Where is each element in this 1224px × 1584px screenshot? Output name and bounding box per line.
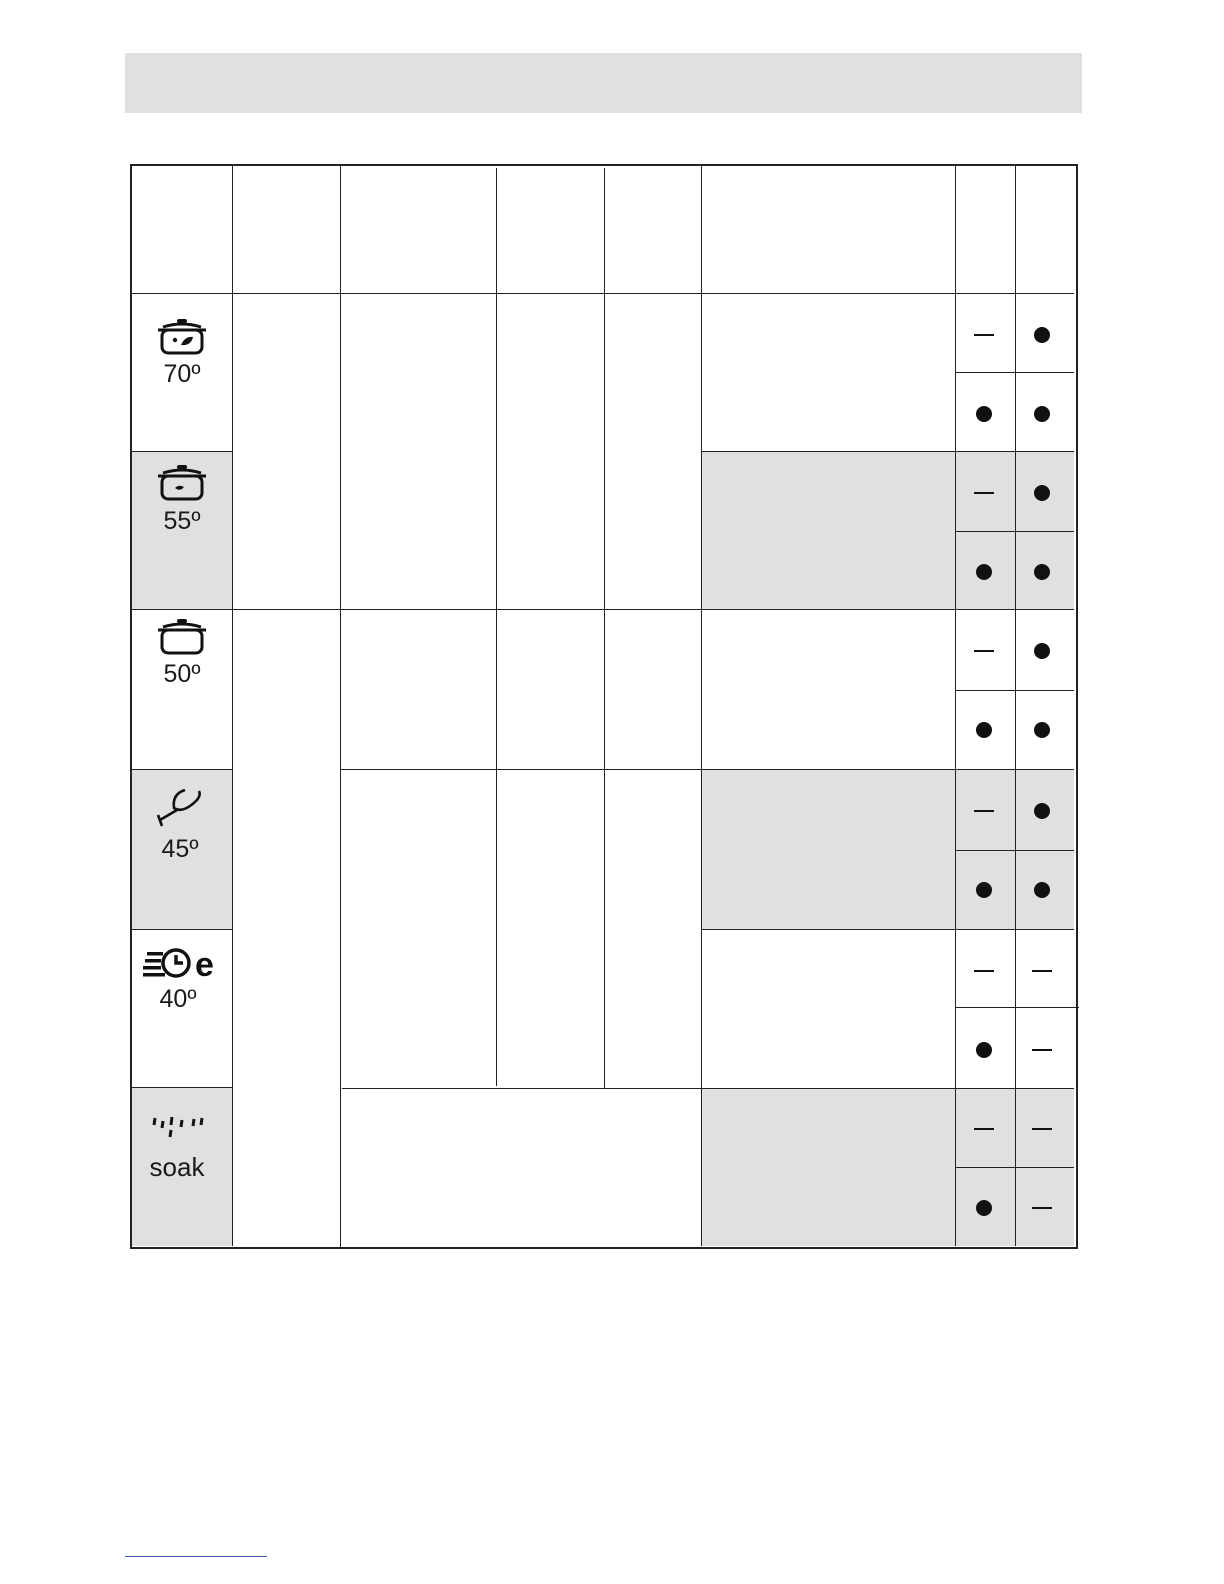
normal-pot-icon	[132, 464, 232, 502]
option-dot	[976, 1200, 992, 1216]
glass-icon	[132, 786, 232, 830]
option-dot	[1034, 406, 1050, 422]
program-temperature: 70º	[163, 360, 201, 388]
option-dash	[974, 492, 994, 494]
option-dot	[1034, 643, 1050, 659]
quick-eco-icon	[132, 946, 232, 980]
option-dot	[976, 722, 992, 738]
option-dot	[1034, 327, 1050, 343]
option-dash	[1032, 1207, 1052, 1209]
option-dot	[976, 564, 992, 580]
option-dash	[974, 650, 994, 652]
program-temperature: 45º	[161, 835, 199, 863]
footer-rule	[125, 1556, 267, 1557]
eco-pot-icon	[132, 618, 232, 656]
program-temperature: 50º	[163, 660, 201, 688]
header-band	[125, 53, 1082, 113]
option-dot	[1034, 485, 1050, 501]
option-dash	[974, 1128, 994, 1130]
option-dash	[974, 334, 994, 336]
intensive-pot-icon	[132, 318, 232, 356]
option-dash	[1032, 970, 1052, 972]
option-dot	[976, 406, 992, 422]
option-dot	[1034, 882, 1050, 898]
program-soak-label: soak	[149, 1152, 205, 1182]
option-dot	[976, 1042, 992, 1058]
soak-spray-icon	[128, 1113, 228, 1141]
option-dash	[974, 970, 994, 972]
table-frame	[130, 164, 1078, 1249]
option-dash	[1032, 1128, 1052, 1130]
option-dot	[1034, 722, 1050, 738]
program-temperature: 55º	[163, 507, 201, 535]
option-dot	[976, 882, 992, 898]
option-dot	[1034, 803, 1050, 819]
program-temperature: 40º	[159, 985, 197, 1013]
option-dot	[1034, 564, 1050, 580]
option-dash	[1032, 1049, 1052, 1051]
option-dash	[974, 810, 994, 812]
svg-text:e: e	[195, 946, 214, 980]
